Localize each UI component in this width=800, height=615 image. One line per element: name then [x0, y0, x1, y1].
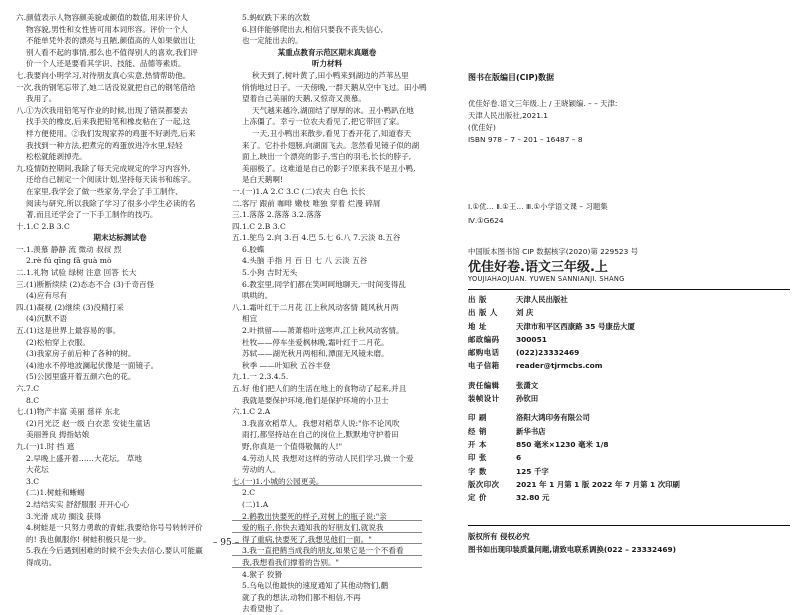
info-row: [468, 346, 680, 359]
answer-line: 九.(一)1.时 挡 遮: [16, 441, 75, 451]
info-label: 印 刷: [468, 413, 487, 423]
info-label: 出 版: [468, 295, 487, 304]
answer-line: 我就是要保护环境,他们是保护环境的小卫士: [242, 395, 389, 405]
answer-line: 上冻僵了。幸亏一位农夫看见了,把它带回了家。: [242, 117, 404, 127]
cip-line: 优佳好卷.语文三年级.上 / 王晓颖编. – – 天津:: [468, 99, 618, 108]
answer-line: (二)1.树蛙和蜥蜴: [26, 488, 85, 498]
answer-line: 2.结结实实 舒舒服服 开开心心: [26, 499, 130, 509]
answer-line: 3.C: [26, 476, 40, 486]
answer-line: 九.1.一 2.3.4.5.: [232, 372, 289, 382]
info-value: 32.80 元: [516, 493, 550, 503]
info-value: 张潇文: [516, 380, 539, 390]
copyright-notice: 版权所有 侵权必究: [468, 532, 530, 541]
answer-column-middle: [232, 12, 427, 615]
info-row: [468, 320, 680, 333]
answer-line: 5.我在今后遇到困难的时候不会失去信心,要认可能赢: [26, 546, 203, 556]
info-value: 新华书店: [516, 426, 546, 436]
answer-line: 找手关的橡皮,后来我把铅笔和橡皮粘在了一起,这: [26, 117, 191, 127]
answer-line: 悄悄地过日子。一天傍晚,一群天鹅从空中飞过。田小鸭: [242, 82, 427, 92]
info-row: [468, 451, 680, 464]
answer-line: 五.1.鸵鸟 2.向 3.百 4.巴 5.七 6.八 7.云淡 8.五谷: [232, 233, 401, 243]
answer-line: 3.我喜欢稻草人。我想对稻草人说:"你不论风吹: [242, 418, 400, 428]
answer-line: 我,我想看我们撑着的告别。": [232, 557, 422, 569]
answer-line: 六.7.C: [16, 384, 40, 393]
info-value: 6: [516, 453, 522, 463]
info-row: [468, 425, 680, 438]
answer-line: 别人看不起的事情,那么也不值得别人的喜欢,我们评: [26, 47, 198, 57]
answer-line: 还给自己制定一个阅读计划,坚持每天读书和练字。: [26, 175, 196, 185]
answer-line: 四.1.C 2.B 3.C: [232, 221, 286, 231]
info-value: 300051: [516, 334, 547, 344]
answer-line: 某重点教育示范区期末真题卷: [277, 47, 377, 57]
info-label: 出 版 人: [468, 308, 498, 318]
answer-line: 3.我一直把鹤当成我的朋友,如果它是一个不看看: [232, 545, 422, 557]
answer-line: 二.客厅 跟前 咖啡 嫩枝 唯独 穿着 烂漫 碎屑: [232, 198, 381, 208]
answer-line: 杜牧——停车坐爱枫林晚,霜叶红于二月花。: [242, 337, 389, 347]
publication-info: [468, 293, 680, 504]
answer-line: 8.C: [26, 395, 40, 405]
cip-title: 图书在版编目(CIP)数据: [468, 73, 555, 82]
answer-line: 4.劳动人民 我想对这样的劳动人民们学习,做一个爱: [242, 453, 414, 463]
answer-line: 雨打,都坚持站在自己的岗位上,默默地守护着田: [242, 430, 399, 440]
info-label: 经 销: [468, 426, 487, 436]
info-row: [468, 465, 680, 478]
answer-line: 天气越来越冷,湖面结了厚厚的冰。丑小鸭趴在地: [252, 105, 414, 115]
answer-line: 六.1.C 2.A: [232, 407, 271, 417]
answer-line: 得了重病,快要死了,我想见他们一面。": [232, 534, 422, 546]
answer-line: 美丽善良 拇指姑娘: [26, 430, 90, 440]
info-row: [468, 491, 680, 504]
answer-line: (二)1.A: [242, 499, 269, 509]
answer-line: 劳动的人。: [242, 465, 280, 475]
answer-line: 八.1.霜叶红于二月花 江上秋风动客情 随风秋月两: [232, 302, 399, 312]
book-title: 优佳好卷.语文三年级.上: [468, 260, 608, 275]
answer-line: 来了。它扑扑翅膀,向湖面飞去。忽然看见镜子似的湖: [242, 140, 420, 150]
info-value: 天津人民出版社: [516, 295, 568, 304]
cip-hdata: 中国版本图书馆 CIP 数据核字(2020)第 229523 号: [468, 247, 639, 256]
info-row: [468, 359, 680, 372]
info-value: 天津市和平区西康路 35 号康岳大厦: [516, 321, 635, 331]
answer-line: 的! 我也佩服你! 树蛙积极只是一步。: [26, 534, 151, 544]
answer-line: 6.胶蝶: [242, 244, 265, 254]
answer-line: 一.1.羡慕 静静 流 微动 叔叔 烈: [16, 244, 122, 254]
info-row: [468, 379, 680, 392]
answer-line: 七.(一)1.小城的公园更美。: [232, 476, 422, 488]
answer-line: 2.早晚上盛开着……大花坛。 草地: [26, 453, 142, 463]
answer-line: 四.(1)凝视 (2)继续 (3)没精打采: [16, 302, 124, 312]
copyright-footer: [468, 530, 676, 556]
info-label: 装帧设计: [468, 394, 500, 404]
answer-line: 松松就能剥掉壳。: [26, 152, 87, 162]
answer-line: 一.(一)1.A 2.C 3.C (二)农夫 白色 长长: [232, 186, 366, 196]
answer-column-left: [16, 12, 224, 569]
answer-line: 五.好 他们把人们的生活在地上的食物动了起来,并且: [232, 384, 407, 393]
answer-line: 5.小狗 吉时无头: [242, 268, 298, 278]
info-label: 版次印次: [468, 479, 500, 489]
answer-line: (4)应有尽有: [26, 291, 68, 301]
info-row: [468, 438, 680, 451]
info-label: 定 价: [468, 493, 487, 503]
answer-line: 面上,映出一个漂亮的影子,雪白的羽毛,长长的脖子,: [242, 152, 412, 162]
answer-line: 就了我的想法,动物们都不相信,不再: [242, 592, 361, 602]
answer-line: 秋季 ——叶知秋 五谷丰登: [242, 360, 331, 370]
divider: [468, 525, 790, 526]
cip-line: (优佳好): [468, 123, 496, 132]
answer-line: 二.1.礼物 试验 绿树 注意 回答 长大: [16, 268, 137, 278]
info-row: [468, 478, 680, 491]
answer-line: 2.鹤教出快要死的样子,对树上的瓶子说:"亲: [232, 511, 422, 523]
info-row: [468, 333, 680, 346]
info-label: 地 址: [468, 321, 487, 331]
answer-line: 价一个人还是要看其学识、技能、品德等素质。: [26, 59, 186, 69]
info-row: [468, 411, 680, 424]
book-pinyin: YOUJIAHAOJUAN. YUWEN SANNIANJI. SHANG: [468, 275, 625, 283]
info-row: [468, 392, 680, 405]
info-value: 孙钦田: [516, 394, 539, 404]
answer-line: 也一定能出去的。: [242, 36, 303, 46]
answer-line: 得成功。: [26, 557, 57, 567]
answer-line: 苏轼——湖光秋月两相和,潭面无风镜未磨。: [242, 349, 389, 359]
answer-line: 6.教室里,同学们都在笑呵呵地聊天,一时间变得乱: [242, 279, 406, 289]
answer-line: 五.(1)这是世界上最容易的事。: [16, 326, 121, 336]
answer-line: 十.1.C 2.B 3.C: [16, 221, 70, 231]
info-label: 字 数: [468, 466, 487, 476]
answer-line: 4.头脑 手指 月 百 日 七 八 云淡 五谷: [242, 256, 368, 266]
cip-line: 天津人民出版社,2021.1: [468, 111, 548, 120]
answer-line: 三.(1)断断续续 (2)态态不合 (3)千奇百怪: [16, 279, 155, 289]
page-number: – 95 –: [212, 538, 240, 548]
answer-line: 听力材料: [311, 59, 343, 69]
info-label: 邮购电话: [468, 348, 500, 358]
answer-line: 4.树蛙是一只努力勇敢的青蛙,我要给你号号转转评价: [26, 523, 203, 533]
answer-line: 是白天鹅啊!: [242, 175, 284, 185]
answer-line: 一次,我的钢笔忘带了,她二话没说就把自己的钢笔借给: [16, 82, 196, 92]
cip-numbering: Ⅰ.①优… Ⅱ.①王… Ⅲ.①小学语文课 – 习题集: [468, 202, 608, 211]
answer-line: 七.(1)物产丰富 美丽 慈祥 东北: [16, 407, 120, 417]
info-value: reader@tjrmcbs.com: [516, 361, 603, 371]
answer-line: 哄哄的。: [242, 291, 273, 301]
answer-line: 我找到一种方法,把煮完的鸡蛋放进冷水里,轻轻: [26, 140, 183, 150]
answer-line: 秋天到了,树叶黄了,田小鸭来到湖边的芦苇丛里: [252, 70, 409, 80]
answer-line: 九.疫情防控期间,我除了每天完成规定的学习内容外,: [16, 163, 191, 173]
cip-class: Ⅳ.①G624: [468, 216, 504, 225]
answer-line: 2.C: [242, 488, 256, 498]
answer-line: 三.1.落落 2.落落 3.2.落落: [232, 210, 322, 220]
answer-line: 望着自己美丽的天鹅,又惊奇又羡慕。: [242, 94, 366, 104]
cip-body: [468, 98, 617, 146]
answer-line: 爱的瓶子,你快去通知我的好朋友们,就说我: [232, 522, 422, 534]
divider: [468, 289, 790, 290]
answer-line: 4.猴子 狡猾: [242, 569, 283, 579]
answer-line: (3)我家房子前后种了各种的树。: [26, 349, 136, 359]
quality-notice: 图书如出现印装质量问题,请致电联系调换(022 – 23332469): [468, 545, 677, 554]
answer-line: (4)池水不停地波澜起伏像是一面镜子。: [26, 360, 159, 370]
answer-line: (2)松柏穿上衣服。: [26, 337, 90, 347]
answer-line: 样方便使用。②我们发现家养的鸡蛋不好剥壳,后来: [26, 128, 196, 138]
answer-line: 不能单凭外表的漂亮与丑陋,颜值高的人如果做出让: [26, 36, 196, 46]
info-label: 开 本: [468, 439, 487, 449]
answer-line: (5)公园里盛开着五颜六色的花。: [26, 372, 136, 382]
answer-line: 八.①为次我用铅笔写作业的时候,出现了错误都要去: [16, 105, 188, 115]
answer-line: (2)月光泛 赵一级 白衣悲 安徒生童话: [26, 418, 151, 428]
answer-line: 5.蚂蚁跌下来的次数: [242, 13, 310, 22]
answer-line: 2.rè fú qīng fǎ guà mò: [26, 256, 112, 266]
info-value: (022)23332469: [516, 348, 580, 358]
answer-line: 期末达标测试卷: [93, 233, 147, 243]
answer-line: 去看望他了。: [242, 604, 288, 614]
answer-line: 大花坛: [26, 465, 49, 475]
info-label: 印 张: [468, 453, 487, 463]
answer-line: 美丽极了。这难道是自己的影子?原来我不是丑小鸭,: [242, 163, 416, 173]
answer-line: 3.光滑 成功 搁浅 获得: [26, 511, 102, 521]
info-value: 125 千字: [516, 466, 549, 476]
info-value: 刘 庆: [516, 308, 534, 318]
answer-line: 野,你真是一个值得敬佩的人!": [242, 441, 343, 451]
info-row: [468, 293, 680, 306]
answer-line: 2.叶拱留——萧萧梧叶送寒声,江上秋风动客情。: [242, 326, 404, 336]
answer-line: 物容貌,男性和女性皆可用本词形容。评价一个人: [26, 24, 188, 34]
info-label: 邮政编码: [468, 334, 500, 344]
answer-line: 七.我要向小明学习,对待朋友真心实意,热情帮助他。: [16, 70, 191, 80]
info-value: 洛阳大鸿印务有限公司: [516, 413, 590, 423]
answer-line: 一天,丑小鸭出来散步,看见丁香开花了,知道春天: [252, 128, 412, 138]
answer-line: (4)沉默不语: [26, 314, 68, 324]
answer-line: 在家里,我学会了做一些家务,学会了手工制作、: [26, 186, 183, 196]
answer-line: 六.颜值表示人物容颜美貌或颜值的数值,用来评价人: [16, 13, 188, 22]
info-label: 电子信箱: [468, 361, 500, 371]
answer-line: 阅读与研究,所以我除了学习了很多小学生必读的名: [26, 198, 196, 208]
info-value: 2021 年 1 月第 1 版 2022 年 7 月第 1 次印刷: [516, 479, 680, 489]
answer-line: 6.回伴能够爬出去,相信只要我不丧失信心,: [242, 24, 384, 34]
answer-line: 5.乌龟以他最快的速度通知了其他动物们,鹳: [242, 581, 389, 591]
answer-line: 相宜: [242, 314, 258, 324]
answer-line: 著,而且还学会了一下手工制作的技巧。: [26, 210, 158, 220]
info-row: [468, 306, 680, 319]
info-label: 责任编辑: [468, 380, 500, 390]
cip-line: ISBN 978 – 7 – 201 – 16487 – 8: [468, 135, 583, 144]
info-value: 850 毫米×1230 毫米 1/8: [516, 439, 609, 449]
answer-line: 我用了。: [26, 94, 57, 104]
